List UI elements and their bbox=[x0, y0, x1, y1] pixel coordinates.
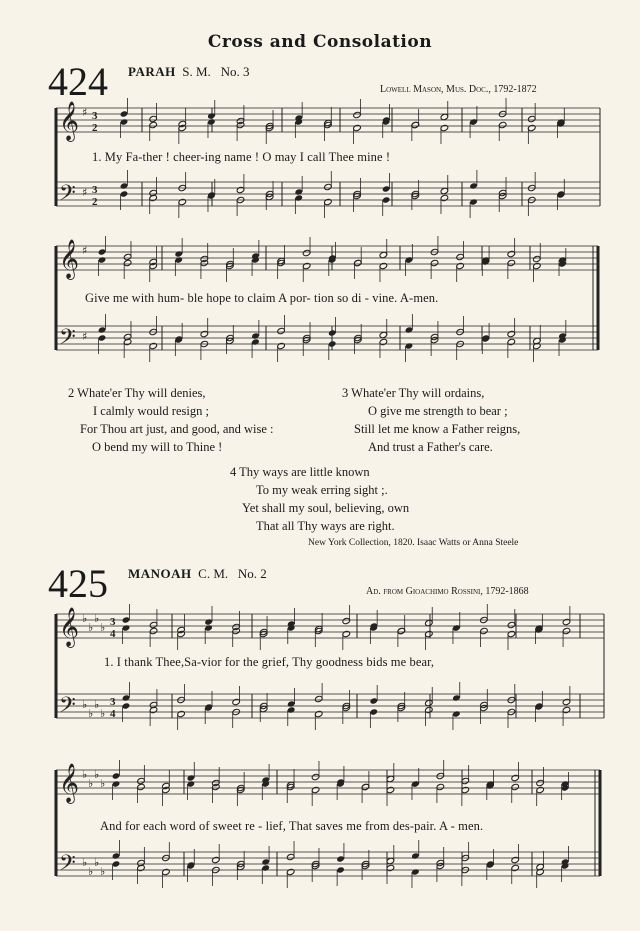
key-signature-icon: ♭ bbox=[82, 856, 88, 869]
note-head bbox=[379, 331, 388, 338]
note-head bbox=[469, 182, 478, 189]
note-head bbox=[411, 868, 420, 875]
key-signature-icon: ♭ bbox=[100, 865, 106, 878]
note-head bbox=[440, 124, 449, 131]
bass-staff bbox=[56, 326, 598, 350]
key-signature-icon: ♭ bbox=[100, 707, 106, 720]
time-signature: 2 bbox=[92, 196, 98, 208]
note-head bbox=[277, 342, 286, 349]
key-signature-icon: ♯ bbox=[82, 186, 88, 199]
note-head bbox=[440, 113, 449, 120]
note-head bbox=[120, 110, 129, 117]
meter: C. M. bbox=[198, 566, 229, 581]
lyric-line: Give me with hum- ble hope to claim A por- tion so di - vine. A-men. bbox=[85, 291, 439, 305]
note-head bbox=[137, 777, 146, 784]
note-head bbox=[511, 774, 520, 781]
note-head bbox=[452, 624, 461, 631]
note-head bbox=[440, 187, 449, 194]
note-head bbox=[405, 326, 414, 333]
note-head bbox=[456, 262, 465, 269]
note-head bbox=[162, 868, 171, 875]
note-head bbox=[174, 250, 183, 257]
note-head bbox=[456, 253, 465, 260]
note-head bbox=[98, 248, 107, 255]
note-head bbox=[204, 624, 213, 631]
note-head bbox=[480, 627, 489, 634]
note-head bbox=[328, 329, 337, 336]
time-signature: 3 bbox=[110, 696, 116, 708]
note-head bbox=[562, 706, 571, 713]
note-head bbox=[527, 124, 536, 131]
treble-clef-icon: 𝄞 bbox=[59, 607, 80, 647]
note-head bbox=[149, 342, 158, 349]
note-head bbox=[469, 118, 478, 125]
note-head bbox=[511, 783, 520, 790]
note-head bbox=[120, 190, 129, 197]
note-head bbox=[425, 699, 434, 706]
note-head bbox=[507, 330, 516, 337]
note-head bbox=[452, 710, 461, 717]
note-head bbox=[379, 262, 388, 269]
note-head bbox=[405, 342, 414, 349]
key-signature-icon: ♭ bbox=[82, 768, 88, 781]
note-head bbox=[207, 112, 216, 119]
treble-staff bbox=[56, 614, 604, 638]
note-head bbox=[361, 783, 370, 790]
note-head bbox=[122, 702, 131, 709]
tune-number: No. 3 bbox=[220, 64, 250, 79]
note-head bbox=[511, 864, 520, 871]
bass-clef-icon: 𝄢 bbox=[59, 693, 76, 723]
note-head bbox=[336, 866, 345, 873]
note-head bbox=[342, 617, 351, 624]
note-head bbox=[112, 780, 121, 787]
note-head bbox=[324, 183, 333, 190]
note-head bbox=[120, 118, 129, 125]
note-head bbox=[436, 783, 445, 790]
note-head bbox=[354, 259, 363, 266]
note-head bbox=[212, 856, 221, 863]
note-head bbox=[342, 630, 351, 637]
note-head bbox=[98, 256, 107, 263]
note-head bbox=[425, 630, 434, 637]
note-head bbox=[294, 188, 303, 195]
note-head bbox=[149, 115, 158, 122]
note-head bbox=[405, 256, 414, 263]
key-signature-icon: ♭ bbox=[100, 621, 106, 634]
text-credit: New York Collection, 1820. Isaac Watts or Anna Steele bbox=[308, 538, 519, 548]
note-head bbox=[411, 121, 420, 128]
key-signature-icon: ♭ bbox=[94, 698, 100, 711]
note-head bbox=[382, 196, 391, 203]
note-head bbox=[251, 332, 260, 339]
time-signature: 4 bbox=[110, 628, 116, 640]
note-head bbox=[122, 694, 131, 701]
note-head bbox=[328, 340, 337, 347]
note-head bbox=[336, 855, 345, 862]
note-head bbox=[123, 253, 132, 260]
key-signature-icon: ♭ bbox=[82, 698, 88, 711]
note-head bbox=[425, 706, 434, 713]
note-head bbox=[122, 616, 131, 623]
note-head bbox=[112, 772, 121, 779]
note-head bbox=[562, 618, 571, 625]
note-head bbox=[533, 255, 542, 262]
note-head bbox=[261, 858, 270, 865]
note-head bbox=[286, 868, 295, 875]
key-signature-icon: ♯ bbox=[82, 244, 88, 257]
time-signature: 3 bbox=[110, 616, 116, 628]
treble-clef-icon: 𝄞 bbox=[59, 239, 80, 279]
note-head bbox=[507, 259, 516, 266]
note-head bbox=[382, 185, 391, 192]
note-head bbox=[149, 627, 158, 634]
note-head bbox=[120, 182, 129, 189]
note-head bbox=[314, 695, 323, 702]
key-signature-icon: ♭ bbox=[100, 777, 106, 790]
note-head bbox=[411, 852, 420, 859]
key-signature-icon: ♭ bbox=[94, 856, 100, 869]
note-head bbox=[440, 194, 449, 201]
note-head bbox=[287, 700, 296, 707]
note-head bbox=[174, 256, 183, 263]
note-head bbox=[397, 627, 406, 634]
note-head bbox=[286, 853, 295, 860]
treble-clef-icon: 𝄞 bbox=[59, 763, 80, 803]
bass-staff bbox=[56, 182, 600, 206]
note-head bbox=[379, 251, 388, 258]
note-head bbox=[232, 698, 241, 705]
tune-name: PARAH bbox=[128, 64, 176, 79]
note-head bbox=[452, 694, 461, 701]
note-head bbox=[353, 111, 362, 118]
note-head bbox=[187, 774, 196, 781]
note-head bbox=[112, 852, 121, 859]
note-head bbox=[98, 334, 107, 341]
note-head bbox=[261, 864, 270, 871]
note-head bbox=[149, 621, 158, 628]
time-signature: 3 bbox=[92, 110, 98, 122]
note-head bbox=[200, 330, 209, 337]
note-head bbox=[536, 779, 545, 786]
tune-info bbox=[128, 64, 249, 80]
note-head bbox=[511, 856, 520, 863]
note-head bbox=[137, 783, 146, 790]
key-signature-icon: ♯ bbox=[82, 330, 88, 343]
lyric-line: 1. My Fa-ther ! cheer-ing name ! O may I call Thee mine ! bbox=[92, 150, 391, 164]
note-head bbox=[562, 698, 571, 705]
note-head bbox=[204, 618, 213, 625]
tune-name: MANOAH bbox=[128, 566, 192, 581]
key-signature-icon: ♯ bbox=[82, 106, 88, 119]
note-head bbox=[294, 194, 303, 201]
note-head bbox=[302, 249, 311, 256]
note-head bbox=[469, 198, 478, 205]
composer-credit: Ad. from Gioachimo Rossini, 1792-1868 bbox=[366, 586, 529, 597]
note-head bbox=[430, 259, 439, 266]
note-head bbox=[112, 860, 121, 867]
note-head bbox=[507, 630, 516, 637]
key-signature-icon: ♭ bbox=[82, 612, 88, 625]
hymn-number: 425 bbox=[48, 561, 108, 606]
note-head bbox=[498, 121, 507, 128]
treble-clef-icon: 𝄞 bbox=[59, 101, 80, 141]
note-head bbox=[149, 121, 158, 128]
note-head bbox=[324, 198, 333, 205]
bass-clef-icon: 𝄢 bbox=[59, 181, 76, 211]
note-head bbox=[311, 773, 320, 780]
time-signature: 4 bbox=[110, 708, 116, 720]
note-head bbox=[369, 708, 378, 715]
note-head bbox=[251, 338, 260, 345]
treble-staff bbox=[56, 246, 598, 270]
note-head bbox=[207, 118, 216, 125]
bass-clef-icon: 𝄢 bbox=[59, 851, 76, 881]
tune-number: No. 2 bbox=[237, 566, 267, 581]
note-head bbox=[507, 250, 516, 257]
verse-4: 4 Thy ways are little known To my weak erring sight ;. Yet shall my soul, believing, own That all Thy ways are right. bbox=[230, 465, 410, 533]
time-signature: 2 bbox=[92, 122, 98, 134]
verse-2: 2 Whate'er Thy will denies, I calmly would resign ; For Thou art just, and good, and wise : O bend my will to Thine ! bbox=[68, 386, 274, 454]
note-head bbox=[311, 786, 320, 793]
note-head bbox=[507, 621, 516, 628]
note-head bbox=[425, 619, 434, 626]
note-head bbox=[122, 624, 131, 631]
time-signature: 3 bbox=[92, 184, 98, 196]
note-head bbox=[379, 338, 388, 345]
note-head bbox=[302, 262, 311, 269]
music-system-425-1 bbox=[52, 598, 612, 743]
note-head bbox=[277, 327, 286, 334]
note-head bbox=[411, 780, 420, 787]
page-header: Cross and Consolation bbox=[207, 32, 433, 52]
bass-staff bbox=[56, 694, 604, 718]
meter: S. M. bbox=[182, 64, 211, 79]
hymn-number: 424 bbox=[48, 59, 108, 104]
note-head bbox=[353, 124, 362, 131]
key-signature-icon: ♭ bbox=[88, 621, 94, 634]
note-head bbox=[533, 262, 542, 269]
tune-info bbox=[128, 566, 267, 582]
note-head bbox=[369, 697, 378, 704]
note-head bbox=[236, 186, 245, 193]
lyric-line: 1. I thank Thee,Sa-vior for the grief, Thy goodness bids me bear, bbox=[104, 655, 435, 669]
key-signature-icon: ♭ bbox=[88, 777, 94, 790]
bass-clef-icon: 𝄢 bbox=[59, 325, 76, 355]
note-head bbox=[178, 198, 187, 205]
key-signature-icon: ♭ bbox=[88, 865, 94, 878]
key-signature-icon: ♭ bbox=[94, 768, 100, 781]
composer-credit: Lowell Mason, Mus. Doc., 1792-1872 bbox=[380, 84, 537, 95]
note-head bbox=[177, 710, 186, 717]
note-head bbox=[287, 706, 296, 713]
key-signature-icon: ♭ bbox=[88, 707, 94, 720]
note-head bbox=[314, 710, 323, 717]
note-head bbox=[507, 338, 516, 345]
verse-3: 3 Whate'er Thy will ordains, O give me strength to bear ; Still let me know a Father reigns, And trust a Father's care. bbox=[342, 386, 521, 454]
note-head bbox=[98, 326, 107, 333]
note-head bbox=[123, 259, 132, 266]
note-head bbox=[562, 627, 571, 634]
key-signature-icon: ♭ bbox=[94, 612, 100, 625]
note-head bbox=[187, 780, 196, 787]
note-head bbox=[536, 786, 545, 793]
lyric-line: And for each word of sweet re - lief, That saves me from des-pair. A - men. bbox=[100, 819, 484, 833]
note-head bbox=[527, 115, 536, 122]
